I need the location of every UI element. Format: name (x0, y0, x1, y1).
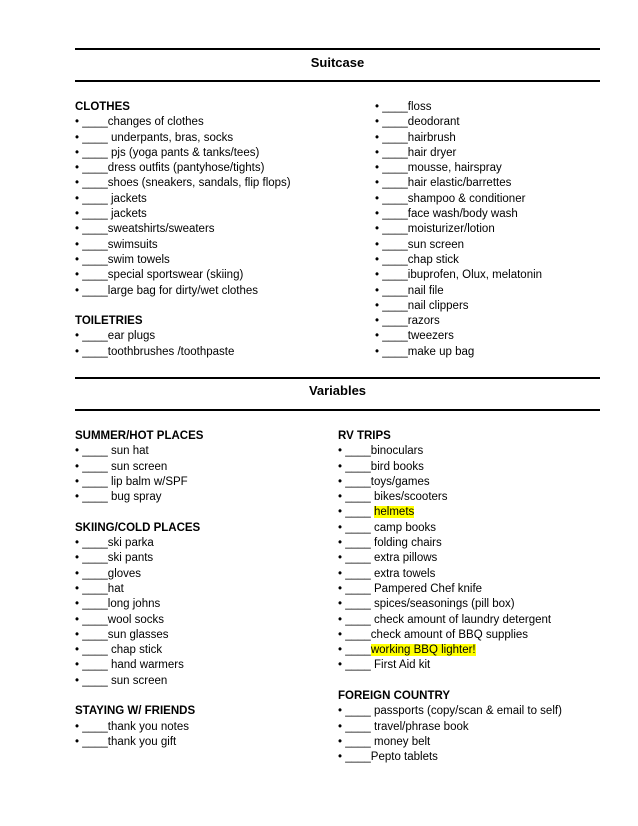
checklist-item: • ____razors (375, 315, 440, 328)
checklist-item: • ____hairbrush (375, 131, 456, 144)
checklist-item: • ____ sun screen (75, 460, 168, 473)
checklist-item: • ____ Pampered Chef knife (338, 582, 483, 595)
spacer (75, 505, 203, 520)
checklist-item: • ____nail clippers (375, 299, 469, 312)
checklist-item: • ____ibuprofen, Olux, melatonin (375, 269, 543, 282)
checklist-item: • ____nail file (375, 284, 444, 297)
checklist-item: • ____thank you notes (75, 720, 190, 733)
checklist-item: • ____long johns (75, 598, 161, 611)
checklist-item: • ____hair elastic/barrettes (375, 177, 512, 190)
checklist-item: • ____ski pants (75, 552, 154, 565)
suitcase-right-column (375, 100, 542, 360)
variables-left-column (75, 429, 203, 750)
checklist-item-highlighted (338, 505, 562, 520)
checklist-item: • ____swimsuits (75, 238, 158, 251)
variables-right-column (338, 429, 562, 766)
checklist-item: • ____ jackets (75, 208, 147, 221)
checklist-item: • ____swim towels (75, 253, 170, 266)
category-heading: RV TRIPS (338, 430, 391, 442)
checklist-item: • ____ money belt (338, 735, 431, 748)
checklist-item: • ____ chap stick (75, 644, 163, 657)
checklist-item: • ____sun screen (375, 238, 465, 251)
checklist-item: • ____ check amount of laundry detergent (338, 613, 552, 626)
category-heading: FOREIGN COUNTRY (338, 690, 451, 703)
checklist-item: • ____special sportswear (skiing) (75, 269, 244, 282)
checklist-item: • ____ camp books (338, 521, 437, 534)
checklist-item: • ____ travel/phrase book (338, 720, 469, 733)
checklist-item: • ____ folding chairs (338, 537, 442, 550)
checklist-item: • ____hat (75, 582, 124, 595)
checklist-item-prefix: • ____ (338, 506, 374, 519)
variables-title-rule (75, 409, 600, 411)
checklist-item: • ____hair dryer (375, 146, 457, 159)
checklist-item: • ____ extra towels (338, 567, 436, 580)
checklist-item: • ____check amount of BBQ supplies (338, 628, 529, 641)
checklist-item: • ____floss (375, 101, 432, 113)
checklist-item: • ____toys/games (338, 475, 430, 488)
category-heading: CLOTHES (75, 101, 130, 113)
checklist-item: • ____ sun hat (75, 445, 149, 458)
checklist-item: • ____toothbrushes /toothpaste (75, 345, 235, 358)
variables-title: Variables (308, 383, 367, 398)
checklist-item: • ____ passports (copy/scan & email to self) (338, 705, 562, 718)
spacer (75, 299, 291, 314)
checklist-item: • ____moisturizer/lotion (375, 223, 495, 236)
checklist-item: • ____ extra pillows (338, 552, 438, 565)
checklist-item: • ____shampoo & conditioner (375, 192, 526, 205)
checklist-item: • ____ear plugs (75, 330, 156, 343)
checklist-item: • ____bird books (338, 460, 424, 473)
category-heading: STAYING W/ FRIENDS (75, 705, 196, 718)
checklist-item: • ____dress outfits (pantyhose/tights) (75, 162, 265, 175)
checklist-item: • ____ bikes/scooters (338, 491, 448, 504)
checklist-item: • ____binoculars (338, 445, 424, 458)
category-heading: SUMMER/HOT PLACES (75, 430, 204, 442)
checklist-item: • ____face wash/body wash (375, 208, 518, 221)
checklist-item-prefix: • ____ (338, 644, 371, 657)
variables-top-rule (75, 377, 600, 379)
top-rule (75, 48, 600, 50)
highlighted-text: working BBQ lighter! (370, 644, 476, 657)
checklist-item: • ____ hand warmers (75, 659, 184, 672)
checklist-item: • ____gloves (75, 567, 142, 580)
checklist-item: • ____ spices/seasonings (pill box) (338, 598, 515, 611)
spacer (75, 689, 203, 704)
checklist-item: • ____make up bag (375, 345, 475, 358)
suitcase-title-rule (75, 80, 600, 82)
checklist-item: • ____shoes (sneakers, sandals, flip flops) (75, 177, 291, 190)
category-heading: SKIING/COLD PLACES (75, 521, 201, 534)
checklist-item: • ____changes of clothes (75, 116, 204, 129)
checklist-item: • ____deodorant (375, 116, 460, 129)
checklist-item: • ____thank you gift (75, 735, 177, 748)
checklist-item: • ____mousse, hairspray (375, 162, 502, 175)
suitcase-title: Suitcase (310, 55, 365, 70)
checklist-item: • ____ First Aid kit (338, 659, 431, 672)
checklist-item: • ____ jackets (75, 192, 147, 205)
checklist-item: • ____ sun screen (75, 674, 168, 687)
checklist-item: • ____Pepto tablets (338, 751, 438, 764)
category-heading: TOILETRIES (75, 315, 143, 328)
checklist-item: • ____tweezers (375, 330, 454, 343)
checklist-item: • ____large bag for dirty/wet clothes (75, 284, 259, 297)
checklist-item: • ____chap stick (375, 253, 459, 266)
highlighted-text: helmets (374, 506, 415, 519)
checklist-item: • ____sun glasses (75, 628, 169, 641)
checklist-item: • ____ underpants, bras, socks (75, 131, 234, 144)
checklist-item: • ____ pjs (yoga pants & tanks/tees) (75, 146, 260, 159)
checklist-item-highlighted (338, 643, 562, 658)
suitcase-left-column (75, 100, 291, 360)
checklist-item: • ____ lip balm w/SPF (75, 475, 188, 488)
checklist-item: • ____wool socks (75, 613, 165, 626)
checklist-item: • ____ski parka (75, 537, 154, 550)
checklist-item: • ____sweatshirts/sweaters (75, 223, 215, 236)
checklist-item: • ____ bug spray (75, 491, 162, 504)
spacer (338, 674, 562, 689)
